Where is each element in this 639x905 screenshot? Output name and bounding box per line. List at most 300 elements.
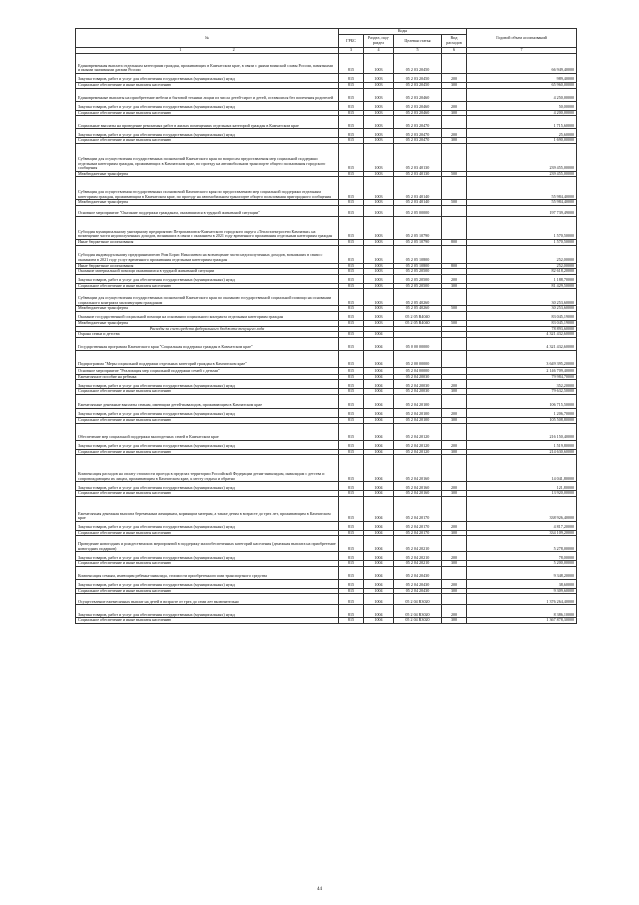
row-expense-type [442,594,467,605]
table-row [76,88,577,101]
row-grbs: 815 [339,521,364,530]
row-razdel: 1003 [364,245,394,263]
row-grbs: 815 [339,618,364,624]
row-expense-type [442,423,467,440]
row-amount: 338 926,40000 [467,496,577,521]
row-razdel: 1003 [364,239,394,245]
row-razdel: 1003 [364,289,394,306]
table-row [76,101,577,110]
row-grbs: 815 [339,101,364,110]
header-target-article: Целевая статья [394,35,442,48]
row-target-article: 05 2 04 20170 [394,530,442,536]
budget-table [75,28,577,624]
row-amount: 1 570,50000 [467,239,577,245]
row-grbs: 815 [339,320,364,326]
row-target-article: 05 2 05 00000 [394,205,442,216]
row-name: Социальное обеспечение и иные выплаты населению [76,283,339,289]
row-target-article: 05 2 04 20210 [394,561,442,567]
row-razdel: 1003 [364,263,394,269]
row-grbs: 815 [339,283,364,289]
row-grbs: 815 [339,129,364,138]
row-name: Компенсация расходов на оплату стоимости проезда в пределах территории Российской Федерации детям-инвалидам, инвалидам с детства и сопровождающим их лицам, проживающим в Камчатском крае, к месту отдыха и обратно [76,455,339,482]
row-expense-type [442,455,467,482]
row-expense-type [442,216,467,239]
row-expense-type: 800 [442,239,467,245]
table-row [76,74,577,83]
row-grbs: 815 [339,423,364,440]
row-grbs: 815 [339,205,364,216]
row-razdel: 1004 [364,588,394,594]
row-target-article: 05 2 05 10790 [394,239,442,245]
row-amount: 13 920,00000 [467,491,577,497]
row-name: Закупка товаров, работ и услуг для обеспечения государственных (муниципальных) нужд [76,380,339,389]
table-row [76,536,577,552]
row-amount: 83 045,19000 [467,320,577,326]
table-row [76,177,577,200]
row-razdel: 1003 [364,306,394,312]
row-target-article: 05 2 04 20160 [394,482,442,491]
table-row [76,566,577,579]
row-grbs: 815 [339,491,364,497]
row-grbs: 815 [339,74,364,83]
row-amount: 105 508,80000 [467,417,577,423]
row-grbs: 815 [339,239,364,245]
table-row [76,289,577,306]
row-amount: 1 367 878,30000 [467,618,577,624]
row-target-article: 05 2 05 10800 [394,245,442,263]
row-target-article: 05 2 03 40130 [394,171,442,177]
row-expense-type: 200 [442,129,467,138]
row-target-article: 05 2 04 R3020 [394,594,442,605]
row-name: Социальное обеспечение и иные выплаты населению [76,491,339,497]
row-expense-type [442,88,467,101]
row-expense-type [442,566,467,579]
row-amount: 55 984,40000 [467,200,577,206]
row-target-article: 05 2 04 20100 [394,394,442,408]
row-grbs: 815 [339,496,364,521]
row-razdel: 1003 [364,129,394,138]
column-index-cell: 5 [394,48,442,54]
row-grbs: 815 [339,482,364,491]
row-grbs: 815 [339,389,364,395]
row-expense-type [442,245,467,263]
row-expense-type: 300 [442,283,467,289]
row-razdel: 1004 [364,594,394,605]
row-amount: 9 348,20000 [467,566,577,579]
row-target-article: 05 2 05 R4040 [394,320,442,326]
row-grbs: 815 [339,311,364,320]
row-expense-type: 200 [442,579,467,588]
row-name: Основное мероприятие "Реализация мер социальной поддержки семей с детьми" [76,367,339,374]
row-target-article: 05 2 04 R3020 [394,618,442,624]
row-grbs: 815 [339,216,364,239]
row-razdel: 1004 [364,579,394,588]
row-expense-type: 200 [442,521,467,530]
row-razdel: 1003 [364,101,394,110]
row-target-article: 05 2 05 20500 [394,269,442,275]
row-name: Закупка товаров, работ и услуг для обеспечения государственных (муниципальных) нужд [76,579,339,588]
row-target-article: 05 2 04 20120 [394,449,442,455]
row-expense-type: 300 [442,389,467,395]
table-row [76,337,577,350]
table-body [76,48,577,624]
row-target-article: 05 2 03 20470 [394,116,442,129]
row-name: Иные бюджетные ассигнования [76,263,339,269]
row-expense-type [442,116,467,129]
row-razdel: 1003 [364,320,394,326]
row-expense-type: 200 [442,101,467,110]
row-target-article: 05 2 03 40140 [394,200,442,206]
row-grbs: 815 [339,408,364,417]
row-razdel: 1004 [364,618,394,624]
table-row [76,205,577,216]
row-name: Субсидия муниципальному унитарному предприятию Петропавловск-Камчатского городского округа «Теплоэлектросети Камчатки» на возмещение части недополученных доходов, возникших в связи с оказанием в 2021 году временного проживания отдельным категориям граждан [76,216,339,239]
row-name: Межбюджетные трансферты [76,306,339,312]
row-razdel: 1004 [364,455,394,482]
row-name: Ежемесячные денежные выплаты семьям, имеющим детей-инвалидов, проживающим в Камчатском крае [76,394,339,408]
row-amount: 79 984,70000 [467,374,577,380]
row-target-article: 05 2 04 R3020 [394,605,442,618]
row-target-article: 05 2 04 20120 [394,423,442,440]
row-razdel: 1003 [364,171,394,177]
row-name: Государственная программа Камчатского края "Социальная поддержка граждан в Камчатском крае" [76,337,339,350]
row-name: Закупка товаров, работ и услуг для обеспечения государственных (муниципальных) нужд [76,552,339,561]
row-razdel: 1003 [364,74,394,83]
table-row [76,408,577,417]
row-grbs: 815 [339,245,364,263]
row-target-article: 05 2 05 10790 [394,216,442,239]
row-name: Закупка товаров, работ и услуг для обеспечения государственных (муниципальных) нужд [76,101,339,110]
row-name: Социальное обеспечение и иные выплаты населению [76,449,339,455]
row-target-article: 05 2 04 20430 [394,579,442,588]
row-amount: 1 188,70000 [467,274,577,283]
row-grbs: 815 [339,274,364,283]
row-grbs: 815 [339,367,364,374]
row-razdel: 1004 [364,496,394,521]
row-expense-type [442,496,467,521]
row-amount: 121,80000 [467,482,577,491]
row-amount: 78 893,60000 [467,326,577,332]
row-amount: 5 200,00000 [467,561,577,567]
row-razdel: 1003 [364,177,394,200]
table-row [76,423,577,440]
row-amount: 66 949,40000 [467,54,577,74]
row-amount: 4 817,20000 [467,521,577,530]
row-razdel: 1003 [364,216,394,239]
row-razdel: 1003 [364,54,394,74]
row-expense-type [442,289,467,306]
row-expense-type [442,337,467,350]
row-name: Проведение новогодних и рождественских мероприятий в поддержку малообеспеченных категорий населения (денежная выплата на приобретение новогодних подарков) [76,536,339,552]
row-grbs: 815 [339,306,364,312]
row-name: Субвенции для осуществления государственных полномочий Камчатского края по оказанию государственной социальной помощи на основании социального контракта малоимущим гражданам [76,289,339,306]
table-row [76,245,577,263]
row-target-article: 05 2 04 20030 [394,389,442,395]
row-grbs: 815 [339,289,364,306]
row-amount: 4 250,00000 [467,88,577,101]
header-annual-volume: Годовой объем ассигнований [467,29,577,48]
row-target-article: 05 2 03 20460 [394,110,442,116]
header-codes: Коды [339,29,467,35]
row-grbs: 815 [339,561,364,567]
row-amount: 8 386,10000 [467,605,577,618]
row-name: Закупка товаров, работ и услуг для обеспечения государственных (муниципальных) нужд [76,74,339,83]
row-grbs: 815 [339,455,364,482]
row-amount: 30 253,60000 [467,289,577,306]
row-amount: 30 253,60000 [467,306,577,312]
row-grbs: 815 [339,177,364,200]
row-expense-type: 200 [442,408,467,417]
row-expense-type [442,205,467,216]
row-amount: 352,20000 [467,380,577,389]
row-target-article: 05 2 05 20500 [394,274,442,283]
row-grbs: 815 [339,332,364,338]
column-index-cell: 3 [339,48,364,54]
row-target-article: 05 2 03 20450 [394,83,442,89]
header-number: № [76,29,339,48]
row-expense-type [442,536,467,552]
row-name: Осуществление ежемесячных выплат на детей в возрасте от трех до семи лет включительно [76,594,339,605]
row-amount: 216 150,40000 [467,423,577,440]
row-target-article: 05 2 04 20170 [394,496,442,521]
row-razdel: 1004 [364,332,394,338]
row-razdel: 1004 [364,394,394,408]
row-target-article: 05 2 04 20120 [394,440,442,449]
row-expense-type: 800 [442,263,467,269]
row-target-article: 05 2 03 20450 [394,74,442,83]
row-name: Социальное обеспечение и иные выплаты населению [76,417,339,423]
row-grbs: 815 [339,449,364,455]
row-amount: 252,00000 [467,263,577,269]
row-grbs: 815 [339,380,364,389]
row-razdel: 1004 [364,482,394,491]
row-target-article: 05 2 00 00000 [394,350,442,367]
table-row [76,367,577,374]
row-grbs: 815 [339,138,364,144]
row-amount: 1 570,50000 [467,216,577,239]
row-name: Подпрограмма "Меры социальной поддержки отдельных категорий граждан в Камчатском крае" [76,350,339,367]
row-name: Обеспечение мер социальной поддержки многодетных семей в Камчатском крае [76,423,339,440]
table-row [76,579,577,588]
table-row [76,54,577,74]
row-name: Расходы за счет средств федерального бюджета текущего года [76,326,339,332]
row-amount: 239 455,00000 [467,143,577,171]
row-name: Закупка товаров, работ и услуг для обеспечения государственных (муниципальных) нужд [76,408,339,417]
row-amount: 1 715,60000 [467,116,577,129]
row-razdel: 1004 [364,408,394,417]
table-row [76,216,577,239]
row-grbs: 815 [339,566,364,579]
row-target-article: 05 2 05 10800 [394,263,442,269]
row-razdel: 1003 [364,283,394,289]
table-row [76,605,577,618]
row-target-article: 05 2 04 20100 [394,417,442,423]
row-razdel: 1004 [364,423,394,440]
row-amount: 1 206,70000 [467,408,577,417]
row-expense-type: 200 [442,380,467,389]
row-expense-type [442,143,467,171]
row-name: Субсидия индивидуальному предпринимателю Рим Борис Николаевич на возмещение части недополученных доходов, возникших в связи с оказанием в 2021 году услуг временного проживания отдельным категориям граждан [76,245,339,263]
row-target-article: 05 2 03 20460 [394,88,442,101]
column-index-cell: 1 2 [76,48,339,54]
row-razdel: 1004 [364,561,394,567]
row-amount: 252,00000 [467,245,577,263]
row-razdel: 1004 [364,389,394,395]
row-amount: 1 376 264,40000 [467,594,577,605]
row-expense-type: 300 [442,83,467,89]
table-row [76,311,577,320]
row-target-article: 05 2 04 20170 [394,521,442,530]
table-row [76,594,577,605]
row-grbs: 815 [339,588,364,594]
row-name: Закупка товаров, работ и услуг для обеспечения государственных (муниципальных) нужд [76,274,339,283]
table-row [76,440,577,449]
row-expense-type: 200 [442,552,467,561]
row-amount: 50,00000 [467,101,577,110]
row-amount: 106 715,50000 [467,394,577,408]
header-razdel: Раздел, под-раздел [364,35,394,48]
row-target-article: 05 2 04 20160 [394,491,442,497]
row-target-article: 05 2 04 20210 [394,536,442,552]
row-amount: 4 321 432,60000 [467,337,577,350]
row-target-article: 05 2 05 40260 [394,289,442,306]
row-name: Межбюджетные трансферты [76,171,339,177]
row-amount: 197 739,49000 [467,205,577,216]
row-name: Охрана семьи и детства [76,332,339,338]
row-grbs: 815 [339,88,364,101]
row-amount: 239 455,00000 [467,171,577,177]
row-target-article: 05 2 03 20470 [394,129,442,138]
row-amount: 65 960,00000 [467,83,577,89]
row-expense-type [442,394,467,408]
row-expense-type: 200 [442,482,467,491]
row-grbs: 815 [339,594,364,605]
row-name: Социальное обеспечение и иные выплаты населению [76,618,339,624]
row-name: Закупка товаров, работ и услуг для обеспечения государственных (муниципальных) нужд [76,605,339,618]
row-amount: 14 041,80000 [467,455,577,482]
row-name: Субвенции для осуществления государственных полномочий Камчатского края по вопросам предоставления мер социальной поддержки отдельным категориям граждан, проживающих в Камчатском крае, по проезду на автомобильном транспорте общего пользования городского сообщения [76,143,339,171]
row-amount: 78,00000 [467,552,577,561]
row-expense-type: 200 [442,274,467,283]
row-expense-type: 300 [442,110,467,116]
row-expense-type: 500 [442,171,467,177]
row-name: Закупка товаров, работ и услуг для обеспечения государственных (муниципальных) нужд [76,129,339,138]
row-target-article: 05 2 04 20030 [394,380,442,389]
row-name: Социальное обеспечение и иные выплаты населению [76,561,339,567]
row-razdel: 1003 [364,311,394,320]
row-amount: 1 519,80000 [467,440,577,449]
row-name: Основное мероприятие "Оказание поддержки гражданам, оказавшимся в трудной жизненной ситуации" [76,205,339,216]
row-grbs: 815 [339,110,364,116]
table-row [76,129,577,138]
row-grbs: 815 [339,417,364,423]
row-target-article: 05 2 05 20500 [394,283,442,289]
row-amount: 9 309,60000 [467,588,577,594]
row-razdel: 1004 [364,417,394,423]
row-name: Социальное обеспечение и иные выплаты населению [76,138,339,144]
row-name: Иные бюджетные ассигнования [76,239,339,245]
row-name: Межбюджетные трансферты [76,320,339,326]
row-name: Социальное обеспечение и иные выплаты населению [76,83,339,89]
row-expense-type [442,177,467,200]
row-target-article: 05 2 05 R4040 [394,311,442,320]
row-razdel: 1003 [364,200,394,206]
row-name: Закупка товаров, работ и услуг для обеспечения государственных (муниципальных) нужд [76,440,339,449]
row-amount: 83 045,19000 [467,311,577,320]
row-amount: 82 618,20000 [467,269,577,275]
row-razdel: 1004 [364,449,394,455]
row-amount: 5 278,00000 [467,536,577,552]
row-razdel: 1004 [364,440,394,449]
row-target-article: 05 2 04 20210 [394,552,442,561]
row-amount: 3 649 395,20000 [467,350,577,367]
row-expense-type: 500 [442,320,467,326]
row-name: Единовременная выплата отдельным категориям граждан, проживающих в Камчатском крае, в связи с днями воинской славы России, памятными и иными значимыми датами России [76,54,339,74]
row-target-article: 05 2 03 20450 [394,54,442,74]
row-expense-type [442,54,467,74]
row-razdel: 1004 [364,380,394,389]
row-grbs: 815 [339,116,364,129]
row-grbs: 815 [339,530,364,536]
row-grbs: 815 [339,54,364,74]
budget-sheet [75,28,576,624]
row-target-article: 05 0 00 00000 [394,337,442,350]
row-name: Закупка товаров, работ и услуг для обеспечения государственных (муниципальных) нужд [76,521,339,530]
row-razdel: 1003 [364,110,394,116]
row-expense-type: 500 [442,306,467,312]
row-grbs: 815 [339,143,364,171]
row-target-article: 05 2 03 40130 [394,143,442,171]
row-razdel: 1004 [364,491,394,497]
row-grbs: 815 [339,536,364,552]
table-row [76,521,577,530]
table-row [76,496,577,521]
table-row [76,350,577,367]
table-row [76,380,577,389]
row-amount: 4 321 432,60000 [467,332,577,338]
row-grbs: 815 [339,83,364,89]
row-target-article: 05 2 04 20100 [394,408,442,417]
row-grbs: 815 [339,200,364,206]
row-razdel: 1004 [364,374,394,380]
row-expense-type [442,311,467,320]
row-amount: 2 146 709,40000 [467,367,577,374]
table-row [76,274,577,283]
table-row [76,482,577,491]
row-grbs: 815 [339,552,364,561]
row-expense-type: 200 [442,440,467,449]
row-expense-type: 300 [442,491,467,497]
row-razdel: 1003 [364,83,394,89]
row-name: Оказание государственной социальной помощи на основании социального контракта отдельным категориям граждан [76,311,339,320]
row-name: Социальное обеспечение и иные выплаты населению [76,110,339,116]
row-target-article: 05 2 05 40260 [394,306,442,312]
row-name: Компенсация семьям, имеющим ребенка-инвалида, стоимости приобретенного ими транспортного средства [76,566,339,579]
row-target-article: 05 2 03 20470 [394,138,442,144]
row-expense-type: 200 [442,74,467,83]
row-target-article: 05 2 04 20430 [394,566,442,579]
row-target-article: 05 2 03 40140 [394,177,442,200]
table-row [76,116,577,129]
row-name: Социальное обеспечение и иные выплаты населению [76,588,339,594]
row-expense-type [442,367,467,374]
row-name: Единовременные выплаты на приобретение мебели и бытовой техники лицам из числа детей-сирот и детей, оставшихся без попечения родителей [76,88,339,101]
row-name: Ежемесячное пособие на ребенка [76,374,339,380]
row-target-article: 05 2 04 20030 [394,374,442,380]
row-name: Социальное обеспечение и иные выплаты населению [76,389,339,395]
row-grbs: 815 [339,605,364,618]
table-row [76,143,577,171]
